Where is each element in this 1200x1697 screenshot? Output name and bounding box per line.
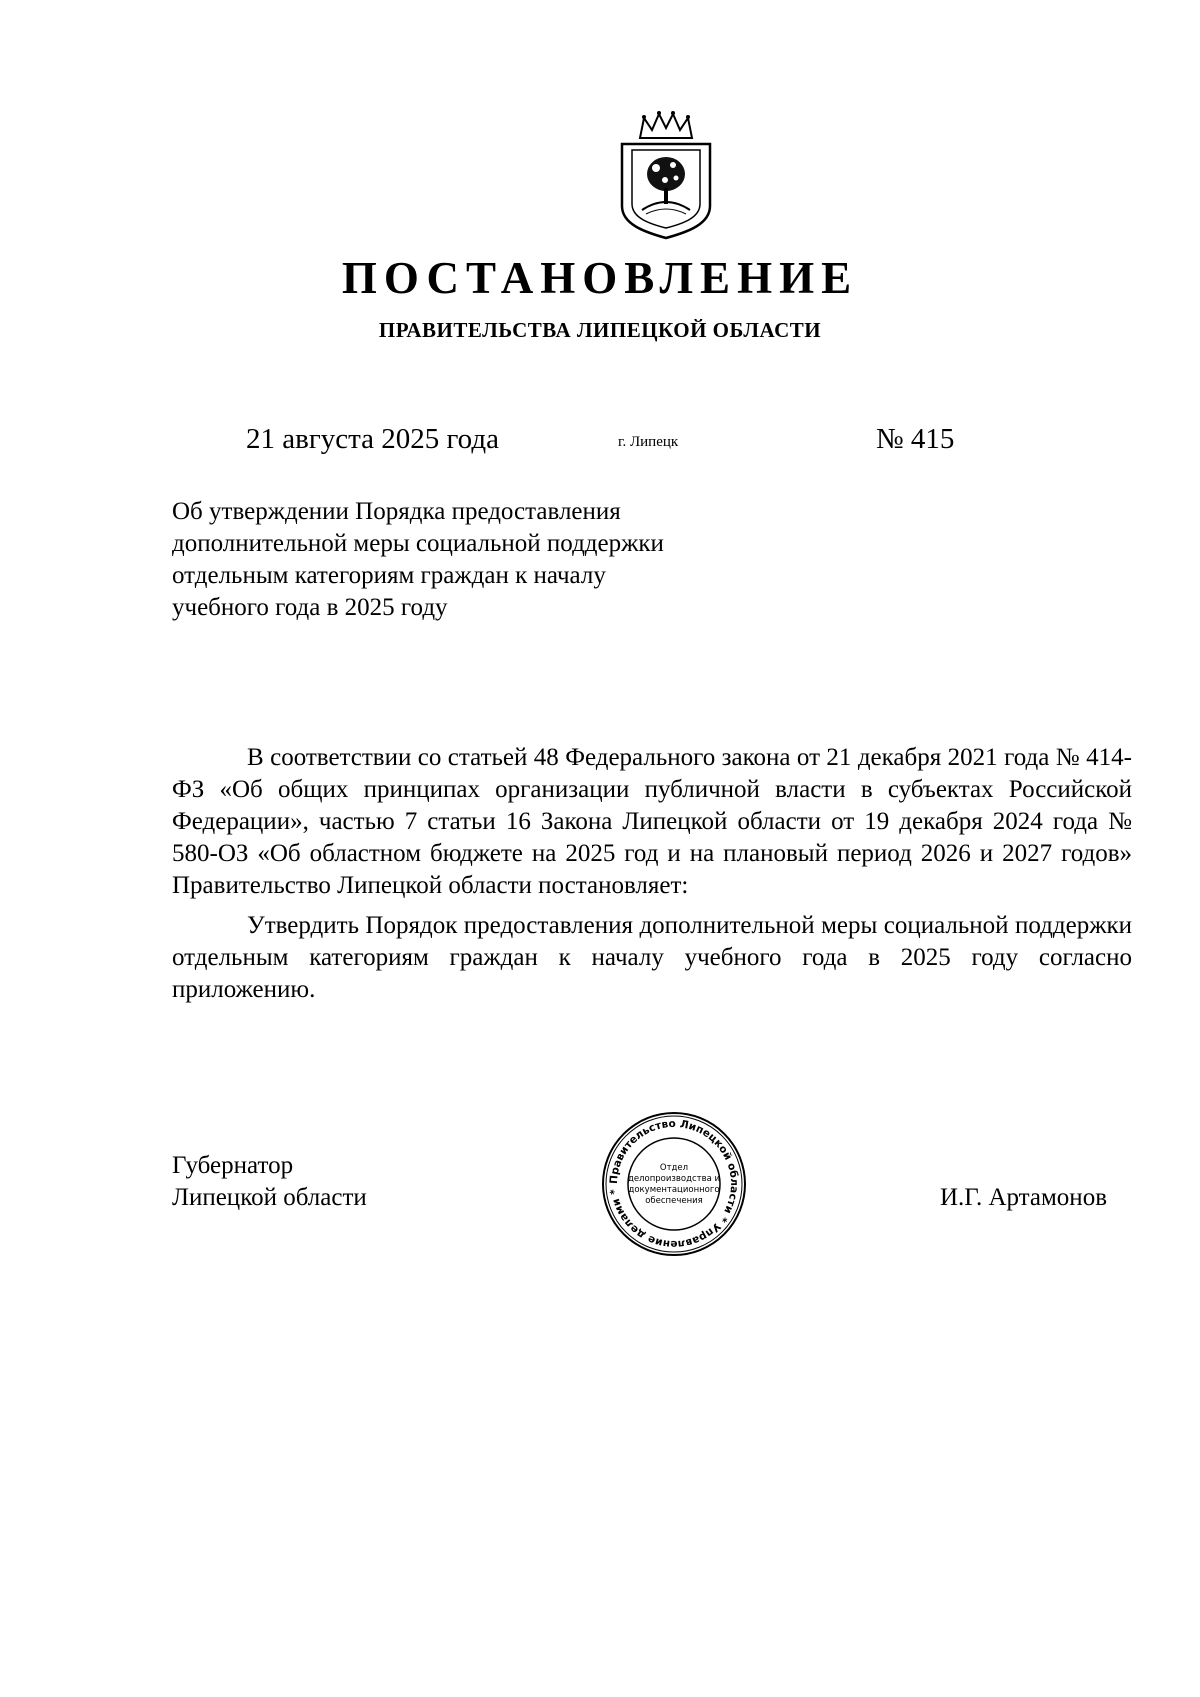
round-stamp-icon <box>600 1110 748 1258</box>
subject-line: дополнительной меры социальной поддержки <box>172 530 664 557</box>
stamp-inner-line: документационного <box>628 1185 720 1195</box>
document-title: ПОСТАНОВЛЕНИЕ <box>341 253 859 303</box>
signer-name: И.Г. Артамонов <box>940 1184 1107 1211</box>
signer-position-line: Губернатор <box>172 1152 294 1179</box>
stamp-inner-line: обеспечения <box>645 1196 703 1206</box>
body-paragraph: Утвердить Порядок предоставления дополнительной меры социальной поддержки отдельным категориям граждан к началу учебного года в 2025 году согласно приложению. <box>172 912 1132 1003</box>
document-number: № 415 <box>876 423 955 455</box>
subject-line: учебного года в 2025 году <box>172 594 448 621</box>
stamp-outer-text: Правительство Липецкой области * Управление делами * <box>607 1117 741 1251</box>
document-date: 21 августа 2025 года <box>246 423 499 455</box>
body-paragraph: В соответствии со статьей 48 Федерального закона от 21 декабря 2021 года № 414-ФЗ «Об общих принципах организации публичной власти в субъектах Российской Федерации», частью 7 статьи 16 Закона Липецкой области от 19 декабря 2024 года № 580-ОЗ «Об областном бюджете на 2025 год и на плановый период 2026 и 2027 годов» Правительство Липецкой области постановляет: <box>172 744 1132 899</box>
document-body <box>172 742 1132 1014</box>
stamp-inner-line: делопроизводства и <box>627 1174 721 1184</box>
document-subtitle: ПРАВИТЕЛЬСТВА ЛИПЕЦКОЙ ОБЛАСТИ <box>378 318 822 342</box>
subject-line: отдельным категориям граждан к началу <box>172 562 606 589</box>
stamp-inner-line: Отдел <box>659 1163 689 1173</box>
signer-position <box>172 1150 367 1214</box>
signer-position-line: Липецкой области <box>172 1184 367 1211</box>
subject-line: Об утверждении Порядка предоставления <box>172 498 621 525</box>
coat-of-arms-icon <box>618 110 714 240</box>
document-subject <box>172 496 792 624</box>
document-city: г. Липецк <box>618 434 679 450</box>
